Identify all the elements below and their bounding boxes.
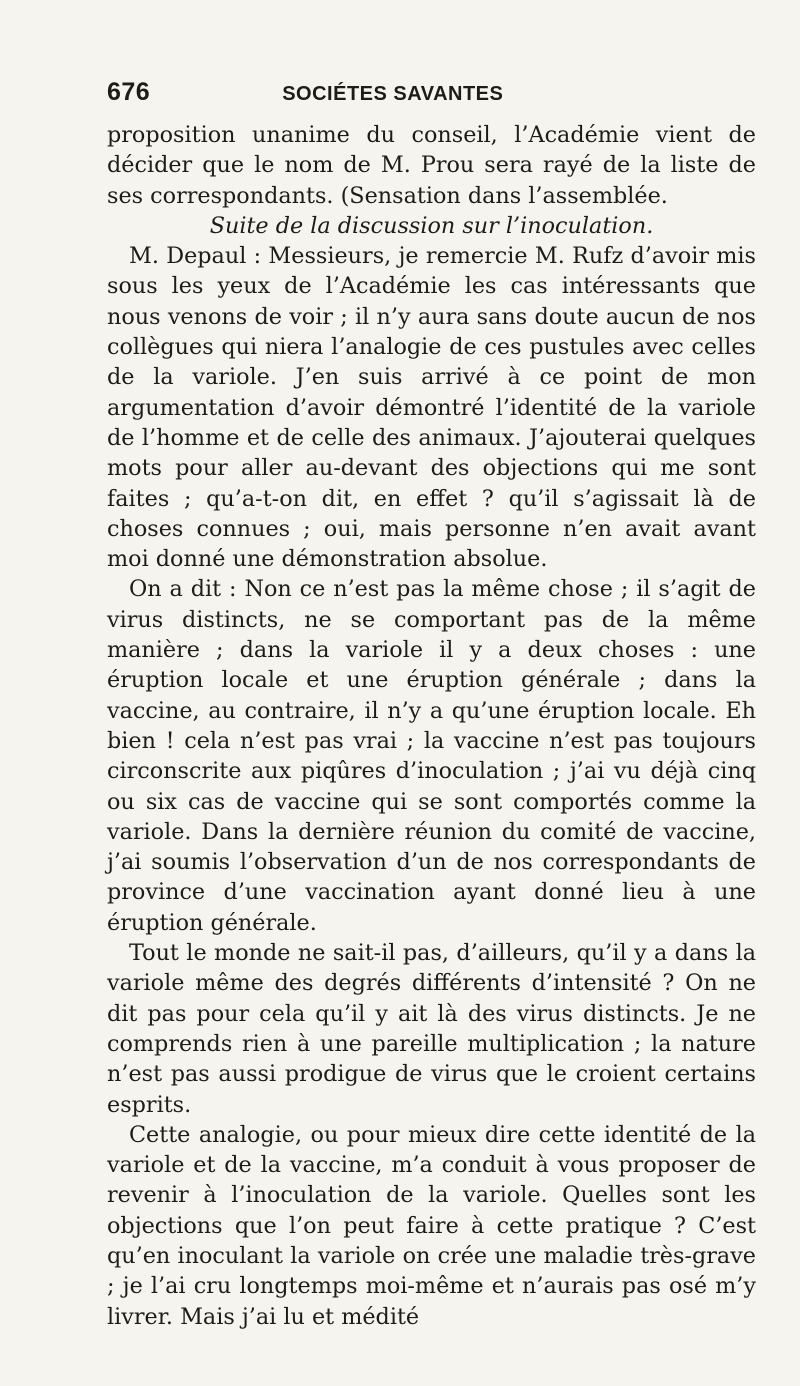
running-head xyxy=(107,78,756,112)
paragraph: Tout le monde ne sait-il pas, d’ailleurs, qu’il y a dans la variole même des degrés différents d’intensité ? On ne dit pas pour cela qu’il y ait là des virus distincts. Je ne comprends rien à une pareille multiplication ; la nature n’est pas aussi prodigue de virus que le croient certains esprits. xyxy=(107,940,756,1118)
page-number: 676 xyxy=(107,78,151,106)
opening-paragraph: proposition unanime du conseil, l’Académie vient de décider que le nom de M. Prou sera rayé de la liste de ses correspondants. (Sensation dans l’assemblée. xyxy=(107,122,756,209)
paragraph: On a dit : Non ce n’est pas la même chose ; il s’agit de virus distincts, ne se comportant pas de la même manière ; dans la variole il y a deux choses : une éruption locale et une éruption générale ; dans la vaccine, au contraire, il n’y a qu’une éruption locale. Eh bien ! cela n’est pas vrai ; la vaccine n’est pas toujours circonscrite aux piqûres d’inoculation ; j’ai vu déjà cinq ou six cas de vaccine qui se sont comportés comme la variole. Dans la dernière réunion du comité de vaccine, j’ai soumis l’observation d’un de nos correspondants de province d’une vaccination ayant donné lieu à une éruption générale. xyxy=(107,576,756,936)
section-heading: Suite de la discussion sur l’inoculation. xyxy=(209,212,654,239)
body-text xyxy=(107,120,756,1332)
paragraph: M. Depaul : Messieurs, je remercie M. Rufz d’avoir mis sous les yeux de l’Académie les cas intéressants que nous venons de voir ; il n’y aura sans doute aucun de nos collègues qui niera l’analogie de ces pustules avec celles de la variole. J’en suis arrivé à ce point de mon argumentation d’avoir démontré l’identité de la variole de l’homme et de celle des animaux. J’ajouterai quelques mots pour aller au-devant des objections qui me sont faites ; qu’a-t-on dit, en effet ? qu’il s’agissait là de choses connues ; oui, mais personne n’en avait avant moi donné une démonstration absolue. xyxy=(107,243,756,573)
paragraph: Cette analogie, ou pour mieux dire cette identité de la variole et de la vaccine, m’a conduit à vous proposer de revenir à l’inoculation de la variole. Quelles sont les objections que l’on peut faire à cette pratique ? C’est qu’en inoculant la variole on crée une maladie très-grave ; je l’ai cru longtemps moi-même et n’aurais pas osé m’y livrer. Mais j’ai lu et médité xyxy=(107,1121,756,1330)
running-title: SOCIÉTES SAVANTES xyxy=(282,83,504,105)
